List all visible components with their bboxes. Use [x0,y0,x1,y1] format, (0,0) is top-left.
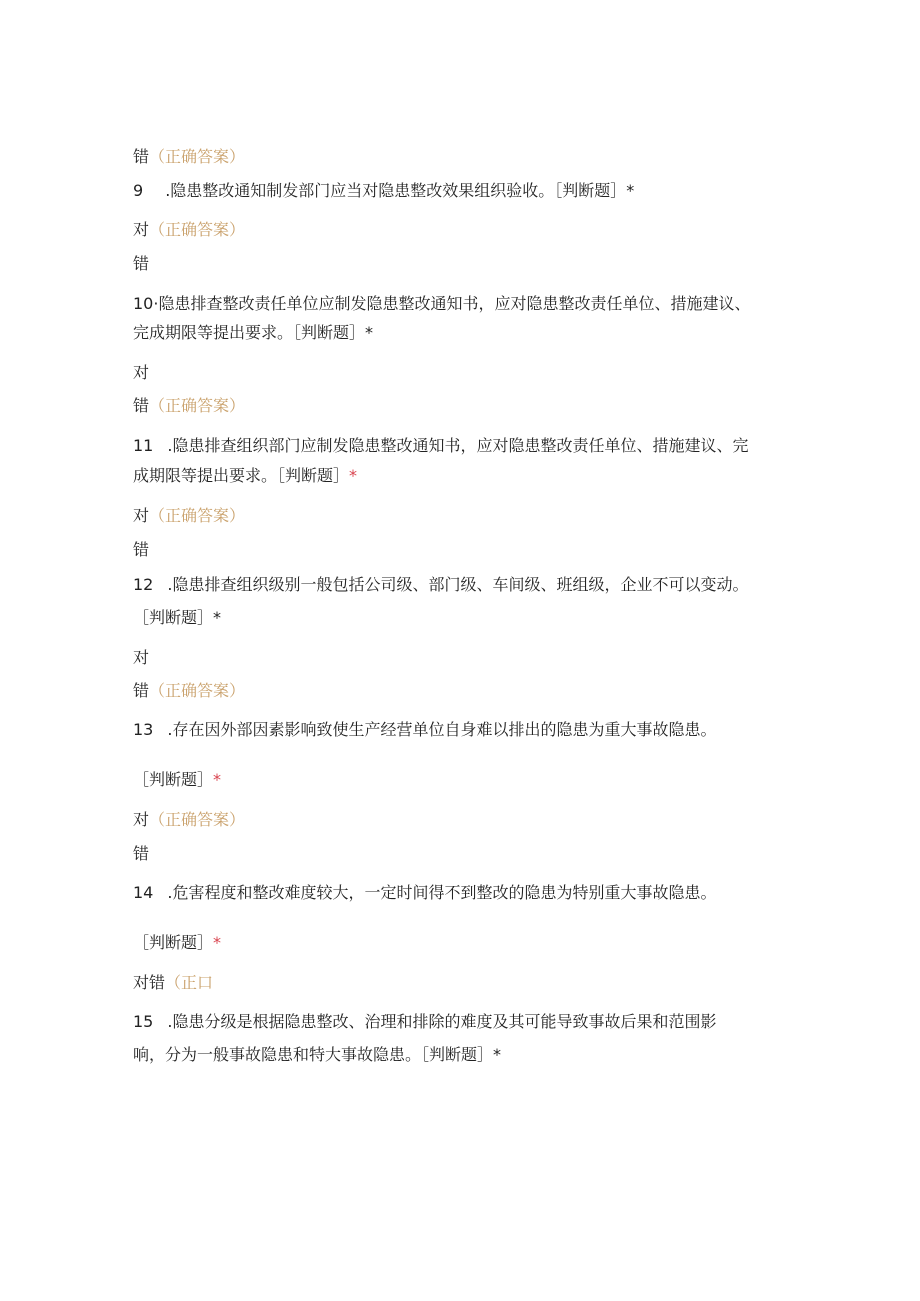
question-text: ［判断题］ [133,933,214,952]
question-15-line-1 [133,1012,716,1032]
question-text: ［判断题］ [133,770,214,789]
question-number: 15 [133,1012,154,1031]
required-marker: * [213,933,222,952]
question-text: 成期限等提出要求。［判断题］ [133,466,350,485]
option-wrong[interactable]: 错 [133,844,150,863]
question-number: 9 [133,181,144,200]
option-right[interactable]: 对 [133,810,150,829]
answer-row[interactable] [133,810,245,830]
question-12-line-1 [133,575,748,595]
question-text: .隐患排查组织部门应制发隐患整改通知书，应对隐患整改责任单位、措施建议、完 [167,436,749,455]
answer-row[interactable] [133,540,149,560]
option-wrong[interactable]: 错 [133,396,150,415]
question-14-line-1 [133,883,716,903]
question-13-line-1 [133,720,716,740]
required-marker: * [213,770,222,789]
answer-row[interactable] [133,506,245,526]
required-marker: * [626,181,635,200]
question-text: 响，分为一般事故隐患和特大事故隐患。［判断题］ [133,1045,494,1064]
question-11-line-1 [133,436,748,456]
option-wrong[interactable]: 错 [133,254,150,273]
question-14-line-2 [133,933,221,953]
answer-row[interactable] [133,396,245,416]
question-text: 完成期限等提出要求。［判断题］ [133,323,366,342]
required-marker: * [213,608,222,627]
question-text: .危害程度和整改难度较大，一定时间得不到整改的隐患为特别重大事故隐患。 [167,883,717,902]
question-11-line-2 [133,466,357,486]
required-marker: * [365,323,374,342]
answer-row[interactable] [133,681,245,701]
answer-row[interactable] [133,220,245,240]
question-text: .隐患排查组织级别一般包括公司级、部门级、车间级、班组级，企业不可以变动。 [167,575,749,594]
correct-answer-tag: （正口 [165,973,214,992]
question-text: .存在因外部因素影响致使生产经营单位自身难以排出的隐患为重大事故隐患。 [167,720,717,739]
option-wrong[interactable]: 错 [133,147,150,166]
question-12-line-2 [133,608,221,628]
answer-row[interactable] [133,254,149,274]
question-text: .隐患分级是根据隐患整改、治理和排除的难度及其可能导致事故后果和范围影 [167,1012,717,1031]
question-9 [133,181,634,201]
correct-answer-tag: （正确答案） [149,681,246,700]
option-right[interactable]: 对 [133,363,150,382]
question-text: ［判断题］ [133,608,214,627]
required-marker: * [493,1045,502,1064]
question-text: .隐患整改通知制发部门应当对隐患整改效果组织验收。［判断题］ [165,181,627,200]
correct-answer-tag: （正确答案） [149,396,246,415]
answer-row[interactable] [133,363,149,383]
question-number: 12 [133,575,154,594]
question-13-line-2 [133,770,221,790]
required-marker: * [349,466,358,485]
option-right[interactable]: 对 [133,648,150,667]
answer-row[interactable] [133,648,149,668]
question-number: 11 [133,436,154,455]
option-wrong[interactable]: 错 [133,681,150,700]
question-number: 13 [133,720,154,739]
correct-answer-tag: （正确答案） [149,147,246,166]
question-number: 14 [133,883,154,902]
correct-answer-tag: （正确答案） [149,506,246,525]
question-15-line-2 [133,1045,501,1065]
correct-answer-tag: （正确答案） [149,220,246,239]
option-right[interactable]: 对 [133,220,150,239]
question-10-line-2 [133,323,373,343]
answer-row[interactable] [133,844,149,864]
answer-row[interactable] [133,973,213,993]
question-10-line-1 [133,294,750,314]
options[interactable]: 对错 [133,973,166,992]
correct-answer-tag: （正确答案） [149,810,246,829]
option-right[interactable]: 对 [133,506,150,525]
option-wrong[interactable]: 错 [133,540,150,559]
question-text: 10·隐患排查整改责任单位应制发隐患整改通知书，应对隐患整改责任单位、措施建议、 [133,294,751,313]
answer-row[interactable] [133,147,245,167]
